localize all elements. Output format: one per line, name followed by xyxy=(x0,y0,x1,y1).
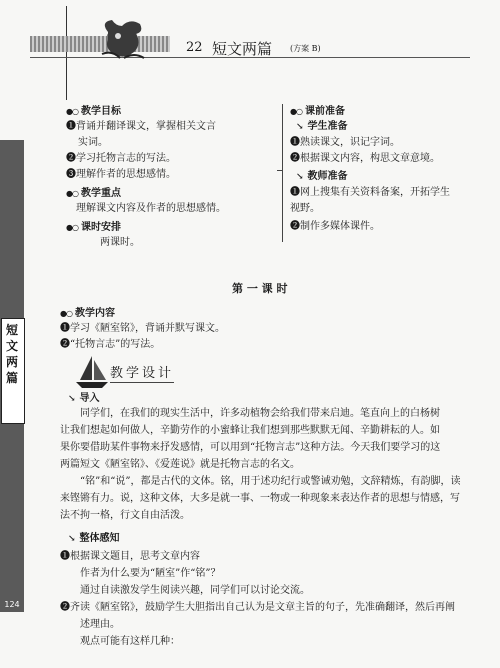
objective-line-4: ❸理解作者的思想感情。 xyxy=(66,169,176,180)
content-item-2: ❷“托物言志”的写法。 xyxy=(60,339,161,350)
side-label: 短文两篇 xyxy=(5,323,18,385)
student-item-1: ❶熟读课文，识记字词。 xyxy=(290,137,400,148)
lesson-number: 22 xyxy=(186,40,203,55)
arrow-icon: ↘ xyxy=(68,534,76,544)
page-number: 124 xyxy=(0,598,24,612)
intro-line-6: 来铿锵有力。说，这种文体，大多是就一事、一物或一种现象来表达作者的思想与情感，写 xyxy=(60,493,460,504)
overall-heading xyxy=(68,532,120,546)
overall-line-2: 作者为什么要为“陋室”作“铭”？ xyxy=(80,568,221,579)
teacher-item-1: ❶网上搜集有关资料备案，开拓学生 xyxy=(290,187,450,198)
intro-line-2: 让我们想起如何做人，辛勤劳作的小蜜蜂让我们想到那些默默无闻、辛勤耕耘的人。如 xyxy=(60,425,440,436)
intro-heading xyxy=(68,392,100,406)
page-title: 短文两篇 xyxy=(212,40,273,58)
dragon-emblem-icon xyxy=(94,14,150,64)
intro-line-4: 两篇短文《陋室铭》、《爱莲说》就是托物言志的名文。 xyxy=(60,459,300,470)
column-divider xyxy=(282,104,283,242)
overall-line-4: ❷齐读《陋室铭》，鼓励学生大胆指出自己认为是文章主旨的句子，先准确翻译，然后再阐 xyxy=(60,602,455,613)
student-prep-label: 学生准备 xyxy=(307,121,348,132)
intro-line-1: 同学们，在我们的现实生活中，许多动植物会给我们带来启迪。笔直向上的白杨树 xyxy=(80,408,440,419)
content-heading: ●○ 教学内容 xyxy=(60,306,115,321)
overall-line-5: 述理由。 xyxy=(80,619,120,630)
schedule-heading: ●○ 课时安排 xyxy=(66,220,121,235)
overall-line-6: 观点可能有这样几种： xyxy=(80,636,180,647)
key-text: 理解课文内容及作者的思想感情。 xyxy=(76,203,226,214)
lesson-title: 第 一 课 时 xyxy=(232,282,288,295)
teacher-item-3: ❷制作多媒体课件。 xyxy=(290,221,380,232)
student-prep-heading xyxy=(296,120,348,134)
arrow-icon: ↘ xyxy=(296,172,304,182)
page-subtitle: (方案 B) xyxy=(290,44,321,53)
overall-line-3: 通过自读激发学生阅读兴趣，同学们可以讨论交流。 xyxy=(80,585,310,596)
overall-label: 整体感知 xyxy=(79,533,120,544)
column-divider-tick xyxy=(277,170,283,171)
arrow-icon: ↘ xyxy=(296,122,304,132)
objectives-heading: ●○ 教学目标 xyxy=(66,104,121,119)
design-title: 教学设计 xyxy=(110,362,174,383)
teacher-prep-label: 教师准备 xyxy=(307,171,348,182)
intro-line-5: “铭”和“说”，都是古代的文体。铭，用于述功纪行或警诫劝勉，文辞精炼，有韵脚，读 xyxy=(80,476,461,487)
intro-line-7: 法不拘一格，行文自由活泼。 xyxy=(60,510,190,521)
teacher-item-2: 视野。 xyxy=(290,203,320,214)
overall-line-1: ❶根据课文题目，思考文章内容 xyxy=(60,551,200,562)
sailboat-icon xyxy=(72,354,112,390)
objective-line-3: ❷学习托物言志的写法。 xyxy=(66,153,176,164)
header-vertical-rule xyxy=(66,6,67,100)
arrow-icon: ↘ xyxy=(68,394,76,404)
objective-line-1: ❶背诵并翻译课文，掌握相关文言 xyxy=(66,121,216,132)
intro-label: 导入 xyxy=(79,393,100,404)
prep-heading: ●○ 课前准备 xyxy=(290,104,345,119)
intro-line-3: 果你要借助某件事物来抒发感情，可以用到“托物言志”这种方法。今天我们要学习的这 xyxy=(60,442,441,453)
key-heading: ●○ 教学重点 xyxy=(66,186,121,201)
content-item-1: ❶学习《陋室铭》，背诵并默写课文。 xyxy=(60,323,225,334)
teacher-prep-heading xyxy=(296,170,348,184)
student-item-2: ❷根据课文内容，构思文章意境。 xyxy=(290,153,440,164)
schedule-text: 两课时。 xyxy=(100,237,140,248)
objective-line-2: 实词。 xyxy=(78,137,108,148)
